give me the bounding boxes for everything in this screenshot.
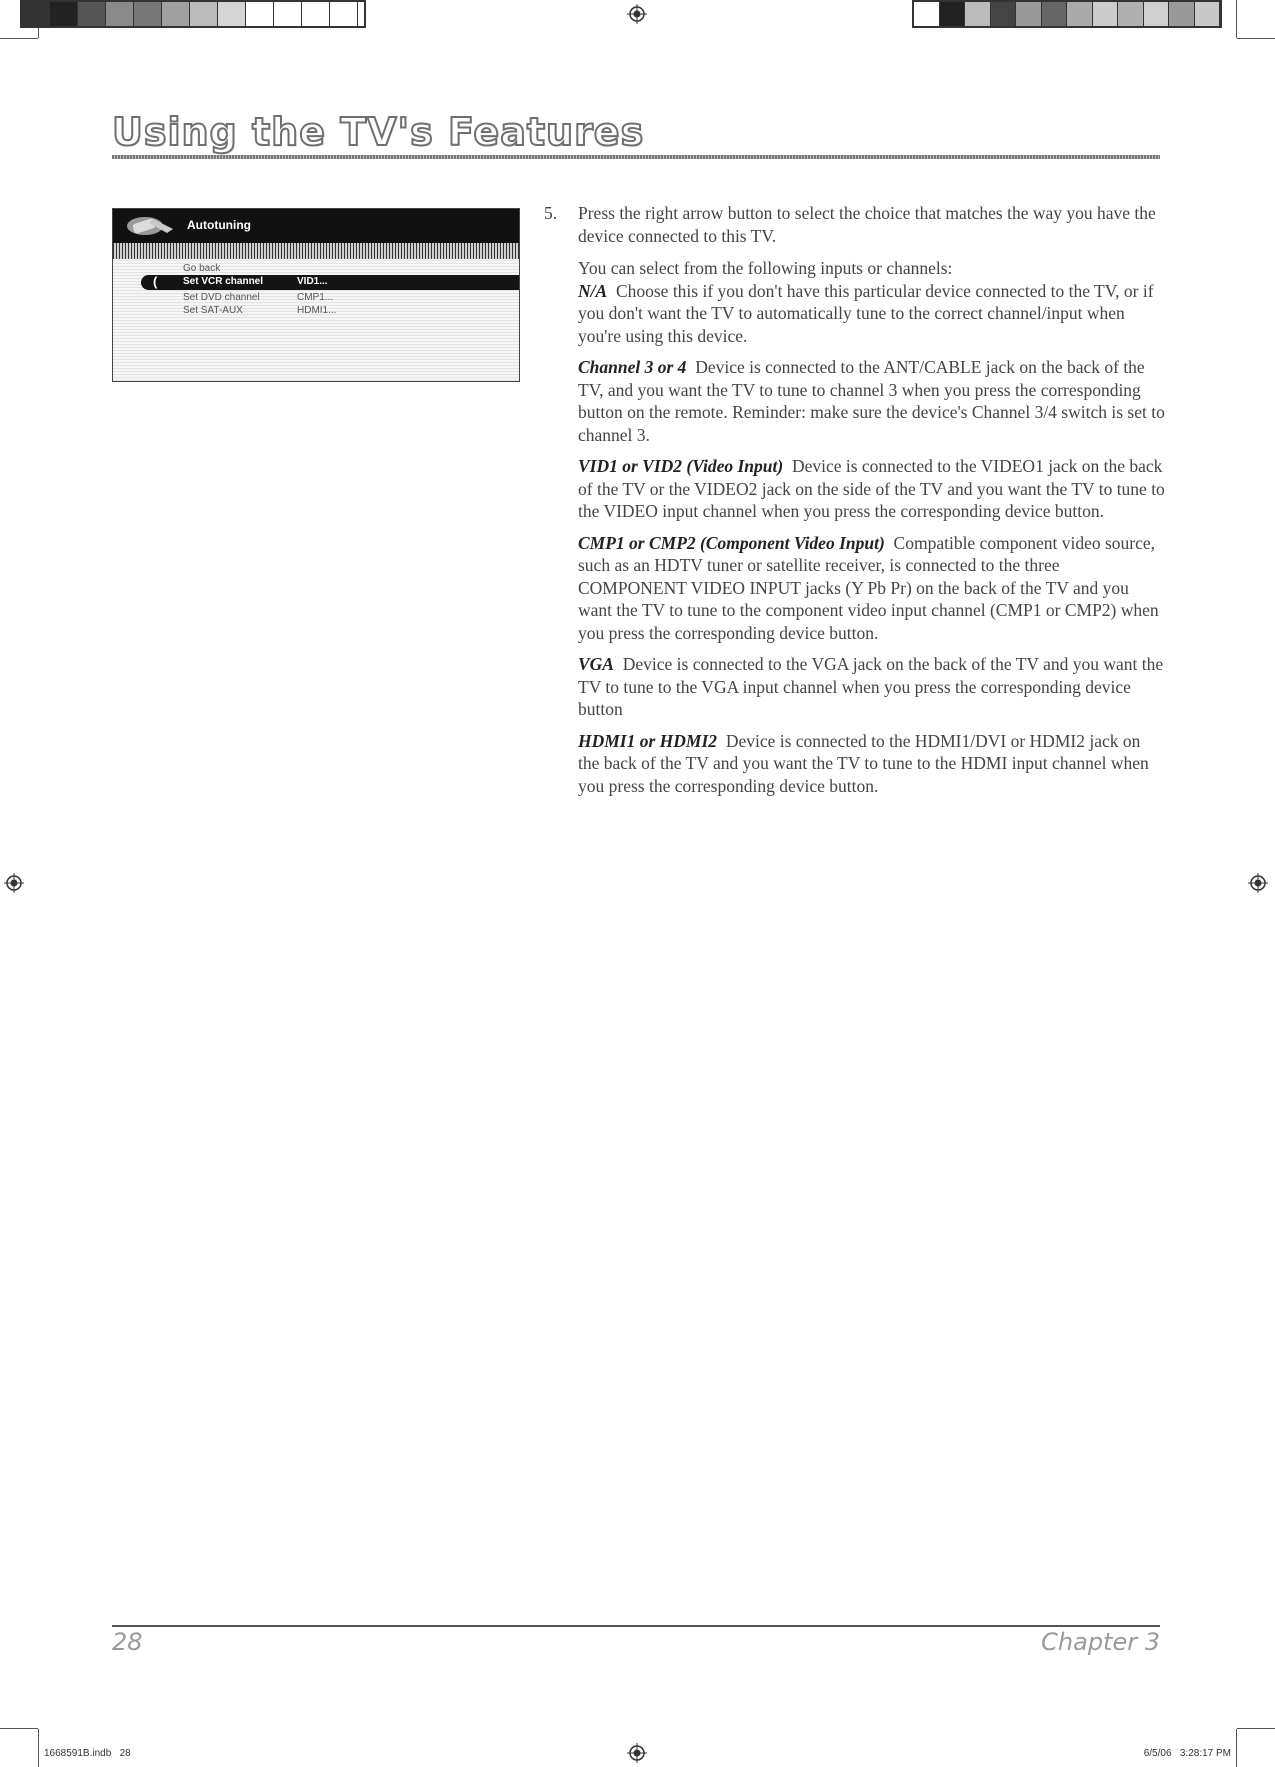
crop-mark <box>1237 38 1275 39</box>
tv-menu-screenshot <box>112 208 520 382</box>
footer-divider <box>112 1625 1160 1627</box>
options-intro <box>578 257 1166 347</box>
crop-mark <box>1237 1728 1275 1729</box>
registration-mark-icon <box>4 873 24 893</box>
registration-mark-icon <box>627 4 647 24</box>
crop-mark <box>1236 1729 1237 1767</box>
options-intro-text: You can select from the following inputs or channels: <box>578 258 953 278</box>
input-options <box>544 257 1166 797</box>
option-term: HDMI1 or HDMI2 <box>578 730 718 751</box>
registration-mark-icon <box>1248 873 1268 893</box>
tv-menu-row <box>113 292 519 305</box>
option-description: Device is connected to the VGA jack on the back of the TV and you want the TV to tune to the VGA input channel when you press the corresponding device button <box>578 654 1164 719</box>
color-bar-left <box>20 0 366 28</box>
page-title: Using the TV's Features <box>112 110 645 154</box>
instructions-column <box>544 202 1166 806</box>
option-item <box>578 653 1166 721</box>
tv-menu-icon <box>123 213 179 239</box>
tv-menu-row-value: HDMI1... <box>297 305 337 316</box>
tv-menu-selection-marker: ( <box>153 274 158 289</box>
chapter-label: Chapter 3 <box>1041 1628 1160 1656</box>
option-term: Channel 3 or 4 <box>578 357 687 377</box>
tv-menu-band <box>113 243 519 259</box>
registration-mark-icon <box>627 1743 647 1763</box>
print-slug-file: 1668591B.indb 28 <box>44 1748 131 1759</box>
title-divider <box>112 155 1160 159</box>
tv-menu-row-value: VID1... <box>297 276 328 287</box>
page-number: 28 <box>112 1628 143 1656</box>
option-item <box>578 455 1166 523</box>
option-description: Device is connected to the ANT/CABLE jack on the back of the TV, and you want the TV to tune to channel 3 when you press the corresponding button on the remote. Reminder: make sure the device's Channel 3/4 switch is set to channel 3. <box>578 357 1165 445</box>
crop-mark <box>38 1729 39 1767</box>
option-description: Compatible component video source, such as an HDTV tuner or satellite receiver, is connected to the three COMPONENT VIDEO INPUT jacks (Y Pb Pr) on the back of the TV and you want the TV to tune to the component video input channel (CMP1 or CMP2) when you press the corresponding device button. <box>578 532 1159 643</box>
option-term: CMP1 or CMP2 (Component Video Input) <box>578 532 885 553</box>
tv-menu-row-label: Set SAT-AUX <box>183 305 243 316</box>
step-text: Press the right arrow button to select the choice that matches the way you have the device connected to this TV. <box>578 203 1156 246</box>
crop-mark <box>1236 0 1237 38</box>
tv-menu-row-label: Set VCR channel <box>183 276 264 287</box>
crop-mark <box>0 1728 38 1729</box>
tv-menu-row <box>113 305 519 318</box>
option-term: VID1 or VID2 (Video Input) <box>578 456 784 476</box>
tv-menu-row-label: Go back <box>183 263 221 274</box>
tv-menu-row-selected <box>113 275 519 288</box>
option-item <box>578 356 1166 446</box>
step-number: 5. <box>544 203 558 223</box>
step-5 <box>544 202 1166 247</box>
option-item <box>578 532 1166 645</box>
option-description: Choose this if you don't have this particular device connected to the TV, or if you don't want the TV to automatically tune to the correct channel/input when you're using this device. <box>578 280 1154 346</box>
option-term: VGA <box>578 654 614 674</box>
option-item <box>578 730 1166 798</box>
color-bar-right <box>912 0 1222 28</box>
tv-menu-header <box>113 209 519 243</box>
print-slug-date: 6/5/06 3:28:17 PM <box>1143 1748 1231 1759</box>
tv-menu-title: Autotuning <box>187 218 251 232</box>
option-term: N/A <box>578 280 608 301</box>
tv-menu-row-value: CMP1... <box>297 292 334 303</box>
tv-menu-row-label: Set DVD channel <box>183 292 260 303</box>
option-description: Device is connected to the VIDEO1 jack on the back of the TV or the VIDEO2 jack on the side of the TV and you want the TV to tune to the VIDEO input channel when you press the corresponding device button. <box>578 456 1165 521</box>
crop-mark <box>0 38 38 39</box>
option-description: Device is connected to the HDMI1/DVI or HDMI2 jack on the back of the TV and you want the TV to tune to the HDMI input channel when you press the corresponding device button. <box>578 730 1149 796</box>
